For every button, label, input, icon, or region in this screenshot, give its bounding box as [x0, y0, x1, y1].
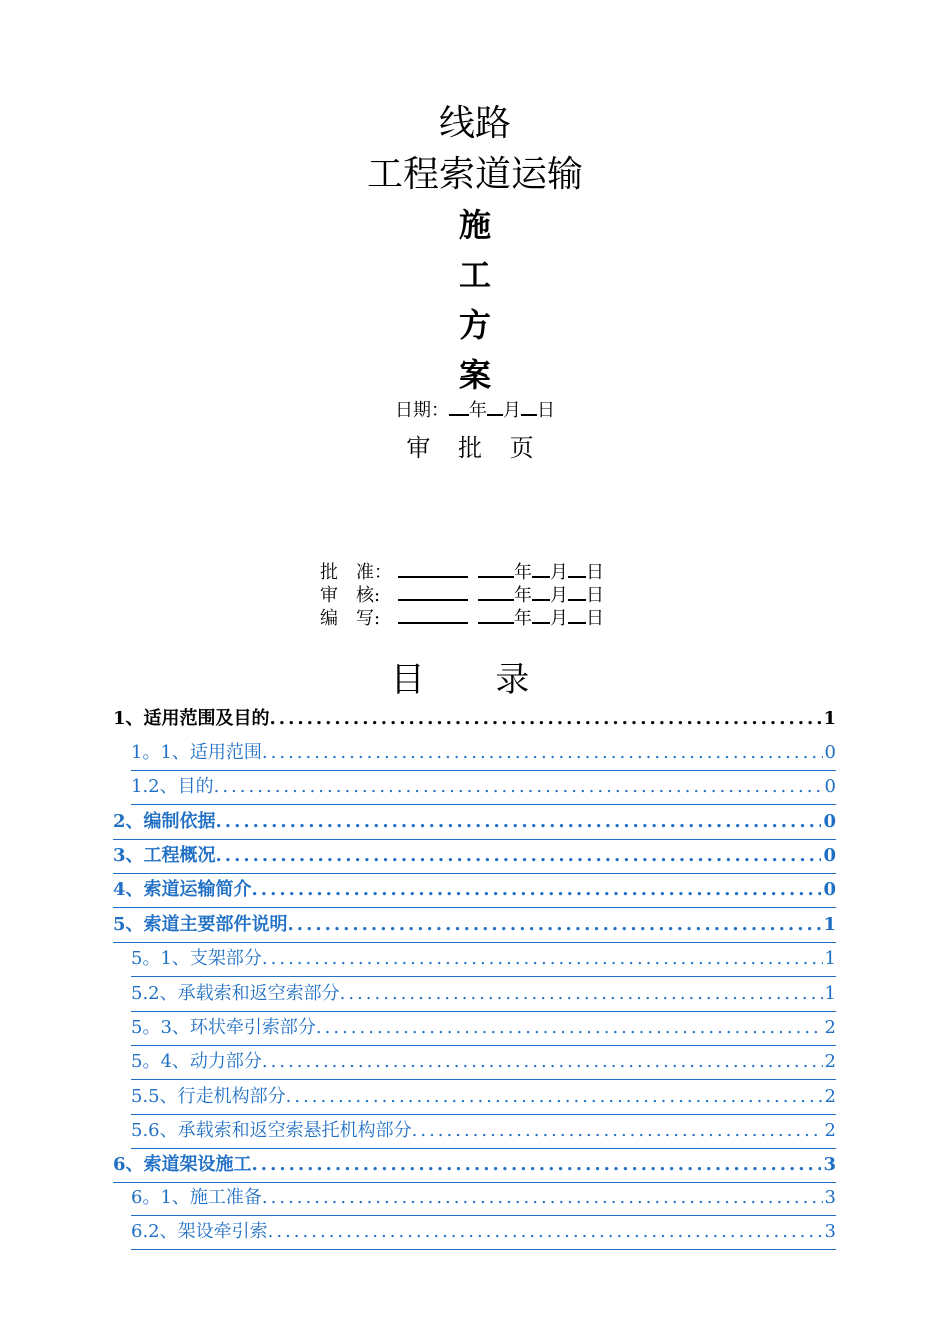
- toc-leader-dots: [262, 736, 823, 771]
- signature-year-label: 年: [514, 585, 532, 606]
- toc-entry-6-2[interactable]: [131, 1215, 836, 1249]
- signature-month-label: 月: [550, 562, 568, 583]
- toc-entry-5-1[interactable]: [131, 942, 836, 976]
- signature-month-blank: [532, 583, 550, 601]
- toc-entry-4[interactable]: [113, 873, 836, 907]
- toc-entry-label: 5。1、支架部分: [131, 942, 262, 977]
- toc-page-number: 1: [823, 977, 836, 1012]
- toc-page-number: 3: [823, 1215, 836, 1250]
- toc-entry-label: 1。1、适用范围: [131, 736, 262, 771]
- signature-row-author: [320, 606, 604, 630]
- toc-page-number: 2: [823, 1045, 836, 1080]
- toc-page-number: 3: [821, 1148, 836, 1183]
- signature-year-label: 年: [514, 562, 532, 583]
- signature-name-blank: [398, 606, 468, 624]
- toc-page-number: 2: [823, 1114, 836, 1149]
- cover-title-char-4: 案: [458, 356, 491, 394]
- toc-entry-5-3[interactable]: [131, 1011, 836, 1045]
- toc-entry-5-4[interactable]: [131, 1045, 836, 1079]
- toc-entry-1[interactable]: [113, 702, 836, 736]
- toc-entry-label: 5.5、行走机构部分: [131, 1080, 286, 1115]
- date-day-blank: [521, 398, 537, 416]
- toc-leader-dots: [252, 1148, 822, 1183]
- signature-year-label: 年: [514, 608, 532, 629]
- cover-title-char-2: 工: [458, 256, 491, 294]
- toc-entry-2[interactable]: [113, 805, 836, 839]
- toc-leader-dots: [262, 1181, 823, 1216]
- toc-title: 目 录: [390, 660, 560, 700]
- cover-date-line: [0, 398, 950, 424]
- signature-month-blank: [532, 560, 550, 578]
- toc-entry-1-2[interactable]: [131, 770, 836, 804]
- toc-leader-dots: [316, 1011, 823, 1046]
- toc-page-number: 2: [823, 1011, 836, 1046]
- signature-name-blank: [398, 560, 468, 578]
- signature-year-blank: [478, 560, 514, 578]
- toc-entry-label: 6.2、架设牵引索: [131, 1215, 268, 1250]
- toc-entry-3[interactable]: [113, 839, 836, 873]
- toc-leader-dots: [216, 839, 822, 874]
- signature-month-label: 月: [550, 608, 568, 629]
- signature-label: 编 写:: [320, 608, 381, 629]
- toc-page-number: 0: [823, 736, 836, 771]
- signature-label: 审 核:: [320, 585, 381, 606]
- toc-leader-dots: [214, 770, 823, 805]
- toc-entry-5[interactable]: [113, 908, 836, 942]
- toc-entry-label: 5。4、动力部分: [131, 1045, 262, 1080]
- toc-entry-label: 2、编制依据: [113, 805, 216, 840]
- toc-entry-5-5[interactable]: [131, 1080, 836, 1114]
- toc-page-number: 1: [823, 942, 836, 977]
- toc-leader-dots: [268, 1215, 823, 1250]
- toc-leader-dots: [412, 1114, 823, 1149]
- toc-leader-dots: [340, 977, 823, 1012]
- toc-page-number: 2: [823, 1080, 836, 1115]
- cover-title-line-1: 线路: [438, 103, 511, 144]
- toc-page-number: 1: [821, 908, 836, 943]
- toc-leader-dots: [286, 1080, 823, 1115]
- date-day-label: 日: [537, 400, 555, 421]
- toc-entry-label: 5.6、承载索和返空索悬托机构部分: [131, 1114, 412, 1149]
- signature-label: 批 准：: [320, 562, 392, 583]
- toc-entry-label: 4、索道运输简介: [113, 873, 252, 908]
- signature-day-label: 日: [586, 585, 604, 606]
- signature-day-label: 日: [586, 608, 604, 629]
- toc-entry-5-6[interactable]: [131, 1114, 836, 1148]
- signature-month-label: 月: [550, 585, 568, 606]
- toc-entry-1-1[interactable]: [131, 736, 836, 770]
- date-year-blank: [449, 398, 469, 416]
- toc-entry-label: 6、索道架设施工: [113, 1148, 252, 1183]
- signature-day-label: 日: [586, 562, 604, 583]
- signature-row-review: [320, 583, 604, 607]
- approval-heading: 审 批 页: [406, 434, 544, 462]
- toc-page-number: 0: [821, 873, 836, 908]
- toc-entry-label: 3、工程概况: [113, 839, 216, 874]
- toc-leader-dots: [270, 702, 822, 736]
- signature-row-approve: [320, 560, 604, 584]
- date-month-label: 月: [503, 400, 521, 421]
- toc-entry-6[interactable]: [113, 1148, 836, 1182]
- signature-day-blank: [568, 560, 586, 578]
- toc-page-number: 0: [821, 805, 836, 840]
- toc-entry-label: 6。1、施工准备: [131, 1181, 262, 1216]
- toc-entry-label: 1.2、目的: [131, 770, 214, 805]
- toc-leader-dots: [252, 873, 822, 908]
- toc-page-number: 0: [821, 839, 836, 874]
- signature-day-blank: [568, 583, 586, 601]
- toc-entry-label: 5、索道主要部件说明: [113, 908, 288, 943]
- cover-title-char-1: 施: [458, 206, 491, 244]
- date-month-blank: [487, 398, 503, 416]
- signature-year-blank: [478, 606, 514, 624]
- signature-month-blank: [532, 606, 550, 624]
- signature-year-blank: [478, 583, 514, 601]
- cover-title-char-3: 方: [458, 306, 491, 344]
- signature-day-blank: [568, 606, 586, 624]
- toc-leader-dots: [288, 908, 822, 943]
- toc-leader-dots: [262, 1045, 823, 1080]
- signature-name-blank: [398, 583, 468, 601]
- toc-entry-label: 5.2、承载索和返空索部分: [131, 977, 340, 1012]
- date-year-label: 年: [469, 400, 487, 421]
- toc-page-number: 0: [823, 770, 836, 805]
- toc-leader-dots: [262, 942, 823, 977]
- toc-leader-dots: [216, 805, 822, 840]
- toc-page-number: 3: [823, 1181, 836, 1216]
- date-prefix: 日期：: [395, 400, 449, 421]
- toc-page-number: 1: [823, 708, 836, 729]
- toc-entry-5-2[interactable]: [131, 977, 836, 1011]
- toc-entry-6-1[interactable]: [131, 1181, 836, 1215]
- toc-entry-label: 1、适用范围及目的: [113, 708, 270, 729]
- cover-title-line-2: 工程索道运输: [366, 154, 583, 195]
- toc-entry-label: 5。3、环状牵引索部分: [131, 1011, 316, 1046]
